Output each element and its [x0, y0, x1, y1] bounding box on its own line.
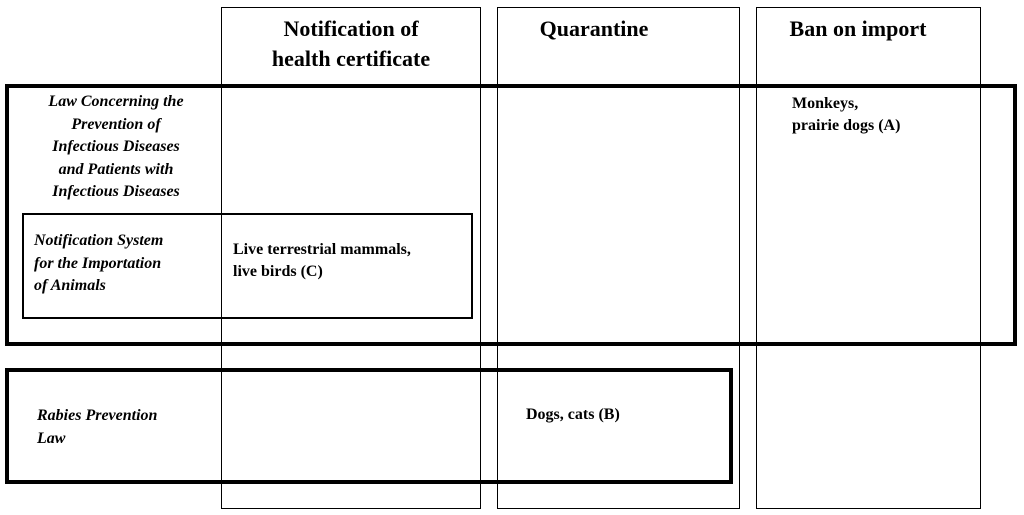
cell-quarantine-line1: Dogs, cats (B) [526, 406, 620, 423]
header-quarantine [498, 14, 690, 44]
cell-health-certificate-notification [233, 239, 473, 283]
label-rabies-prevention-law [37, 405, 207, 450]
label-infectious-line: Infectious Diseases [52, 183, 180, 200]
label-infectious-line: Infectious Diseases [52, 138, 180, 155]
cell-ban-line2: prairie dogs (A) [792, 117, 901, 134]
cell-quarantine-rabies [526, 404, 726, 426]
header-ban-on-import [758, 14, 958, 44]
label-notification-line: Notification System [34, 232, 164, 249]
cell-health-line1: Live terrestrial mammals, [233, 241, 411, 258]
header-health-certificate [222, 14, 480, 74]
label-infectious-line: Law Concerning the [48, 93, 184, 110]
cell-ban-line1: Monkeys, [792, 95, 859, 112]
header-quarantine-line1: Quarantine [539, 16, 649, 41]
label-rabies-line: Law [37, 429, 66, 447]
cell-ban-on-import-infectious [792, 93, 972, 137]
label-notification-system [34, 230, 224, 298]
label-infectious-line: Prevention of [71, 115, 161, 133]
header-ban-on-import-line1: Ban on import [789, 16, 927, 41]
header-health-certificate-line1: Notification of [283, 16, 419, 41]
label-infectious-diseases-law [26, 91, 206, 204]
label-rabies-line: Rabies Prevention [37, 407, 158, 424]
cell-health-line2: live birds (C) [233, 263, 323, 280]
header-health-certificate-line2: health certificate [271, 46, 431, 71]
label-infectious-line: and Patients with [58, 160, 174, 178]
label-notification-line: of Animals [34, 277, 106, 294]
label-notification-line: for the Importation [34, 254, 162, 272]
